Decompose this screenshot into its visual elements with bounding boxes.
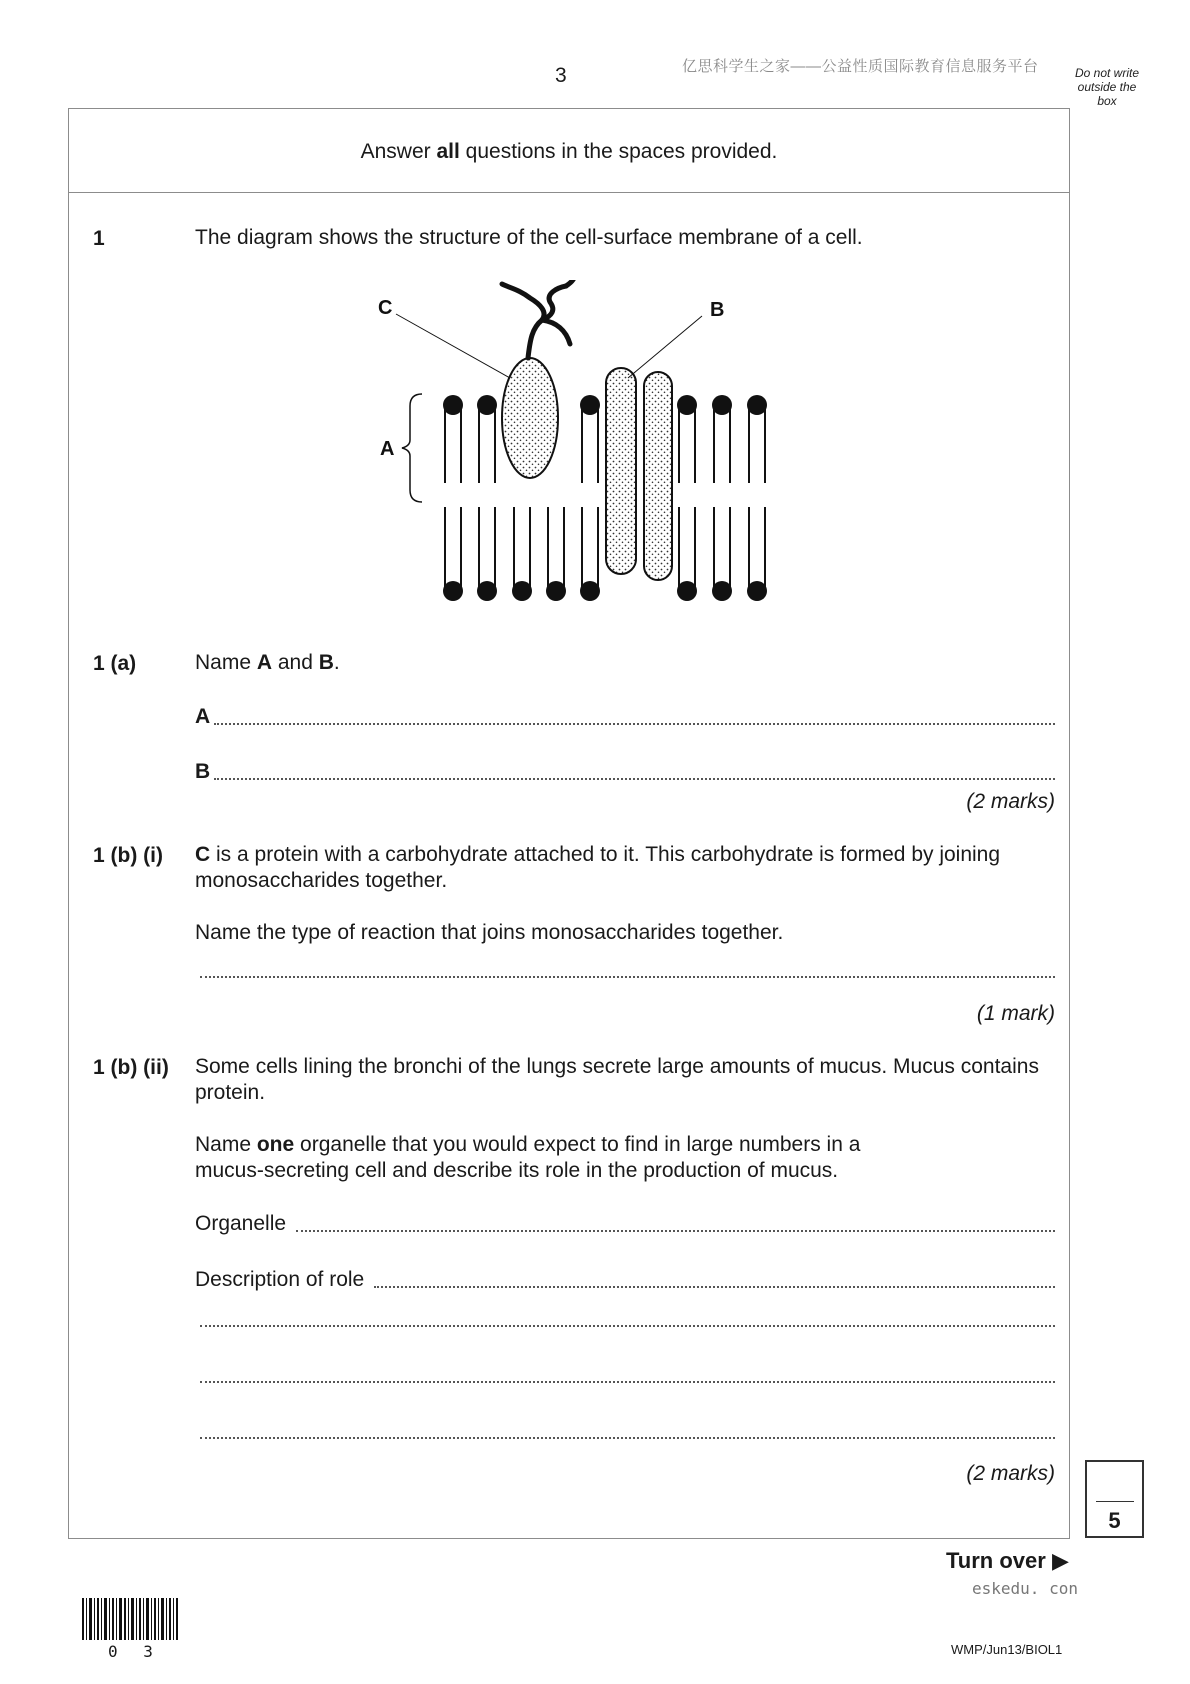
extrinsic-protein xyxy=(502,358,558,478)
page-number: 3 xyxy=(555,64,567,87)
marks-label: (2 marks) xyxy=(966,1462,1055,1485)
turn-over-label: Turn over ▶ xyxy=(946,1548,1069,1573)
label-c: C xyxy=(378,297,393,319)
carbohydrate-chain xyxy=(502,280,575,358)
question-prompt: Name one organelle that you would expect to find in large numbers in a mucus-secreting cell and describe its role in the production of mucus. xyxy=(195,1133,861,1182)
answer-line[interactable] xyxy=(200,1436,1055,1443)
answer-line[interactable] xyxy=(200,1324,1055,1331)
label-a: A xyxy=(380,438,395,460)
bracket-a xyxy=(402,394,422,502)
description-answer-line[interactable]: Description of role xyxy=(195,1268,1055,1292)
question-prompt: Name the type of reaction that joins monosaccharides together. xyxy=(195,921,784,944)
score-total: 5 xyxy=(1108,1508,1121,1533)
question-prompt: Name A and B. xyxy=(195,651,340,674)
margin-note: Do not write outside the box xyxy=(1074,66,1140,108)
label-b: B xyxy=(710,299,725,321)
question-number: 1 (a) xyxy=(93,652,137,675)
question-number: 1 xyxy=(93,227,105,250)
marks-label: (1 mark) xyxy=(976,1002,1055,1025)
answer-line-a[interactable]: A xyxy=(195,705,1055,729)
watermark-text: 亿思科学生之家——公益性质国际教育信息服务平台 xyxy=(682,58,1039,75)
question-number: 1 (b) (ii) xyxy=(93,1056,169,1079)
answer-line-b[interactable]: B xyxy=(195,760,1055,784)
cell-membrane-diagram xyxy=(360,280,780,610)
intrinsic-proteins xyxy=(606,368,672,580)
score-divider xyxy=(1096,1501,1134,1502)
answer-line[interactable] xyxy=(200,975,1055,982)
question-text: C is a protein with a carbohydrate attached to it. This carbohydrate is formed by joining monosaccharides together. xyxy=(195,843,1001,892)
instruction-text: Answer all questions in the spaces provided. xyxy=(360,140,778,163)
organelle-answer-line[interactable]: Organelle xyxy=(195,1212,1055,1236)
answer-line[interactable] xyxy=(200,1380,1055,1387)
site-watermark: eskedu. con xyxy=(972,1579,1078,1598)
paper-code: WMP/Jun13/BIOL1 xyxy=(951,1642,1063,1657)
question-number: 1 (b) (i) xyxy=(93,844,163,867)
marks-label: (2 marks) xyxy=(966,790,1055,813)
barcode xyxy=(82,1598,178,1640)
barcode-number: 0 3 xyxy=(108,1642,161,1661)
question-text: The diagram shows the structure of the cell-surface membrane of a cell. xyxy=(195,226,863,249)
instruction-divider xyxy=(68,192,1070,193)
question-text: Some cells lining the bronchi of the lungs secrete large amounts of mucus. Mucus contains protein. xyxy=(195,1055,1039,1104)
